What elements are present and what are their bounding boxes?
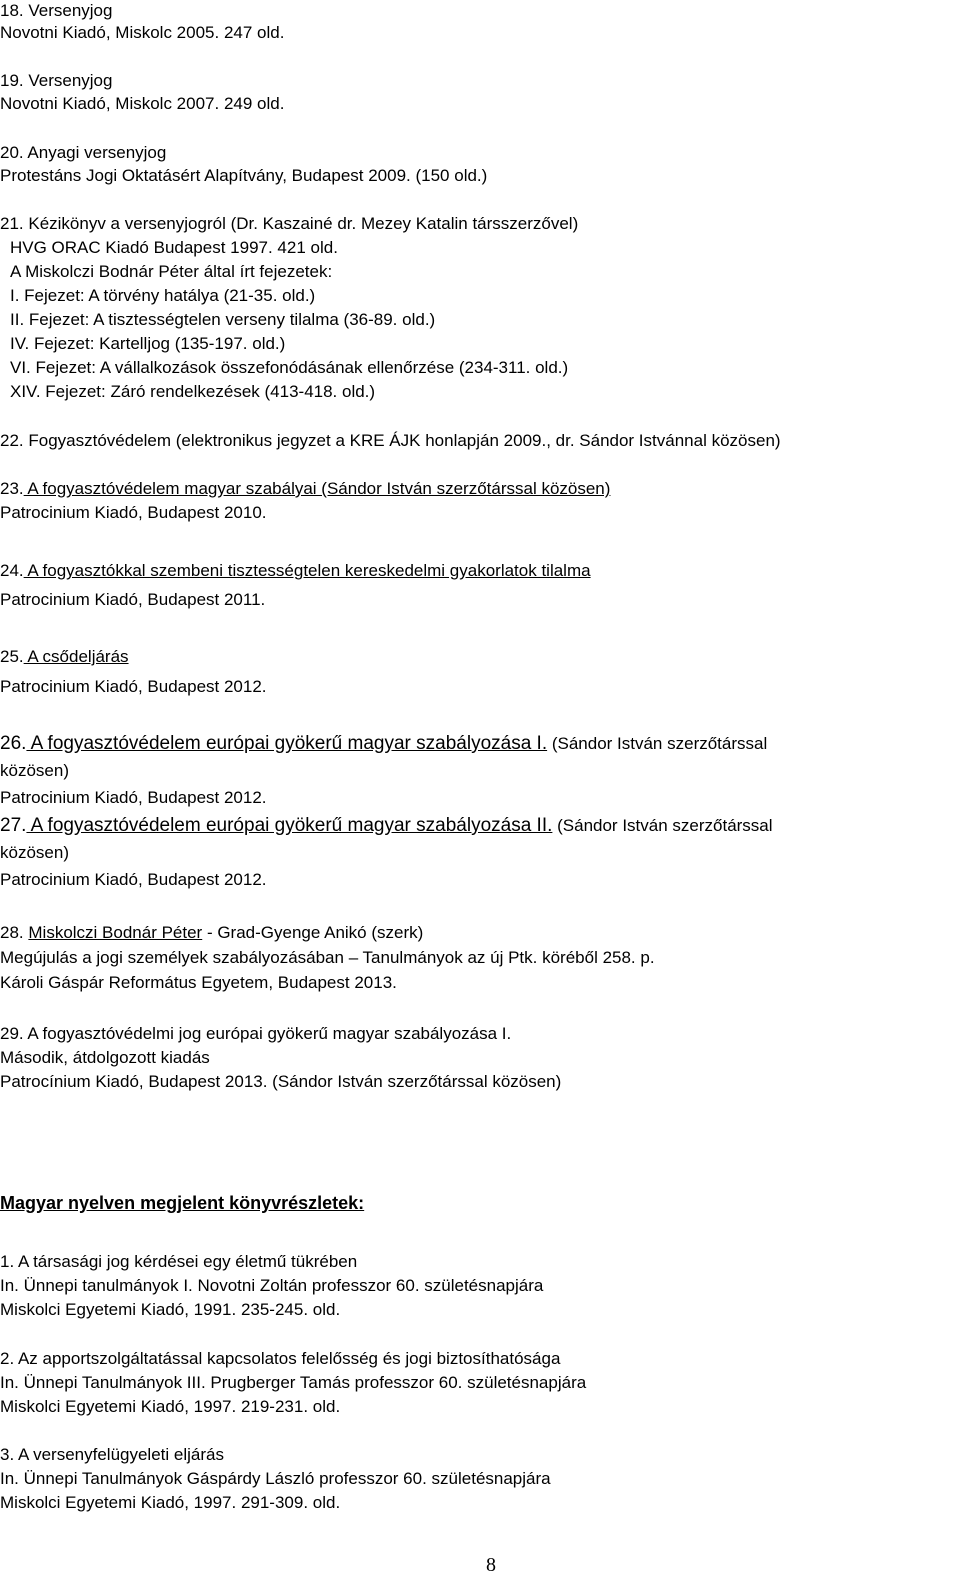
item-18-title: 18. Versenyjog: [0, 1, 113, 20]
item-21-subline: VI. Fejezet: A vállalkozások összefonódásának ellenőrzése (234-311. old.): [10, 358, 569, 377]
item-18-publisher: Novotni Kiadó, Miskolc 2005. 247 old.: [0, 23, 285, 42]
item-21-subline: I. Fejezet: A törvény hatálya (21-35. old.): [10, 286, 316, 305]
item-24-title-text: A fogyasztókkal szembeni tisztességtelen kereskedelmi gyakorlatok tilalma: [23, 561, 591, 580]
item-27-coauthor: (Sándor István szerzőtárssal: [552, 816, 773, 835]
item-28-subtitle: Megújulás a jogi személyek szabályozásában – Tanulmányok az új Ptk. köréből 258. p.: [0, 948, 655, 967]
item-27-continuation: közösen): [0, 843, 69, 862]
item-27-number: 27.: [0, 815, 27, 836]
item-23-publisher: Patrocinium Kiadó, Budapest 2010.: [0, 503, 267, 522]
chapter-2-title: 2. Az apportszolgáltatással kapcsolatos felelősség és jogi biztosíthatósága: [0, 1349, 561, 1368]
chapter-3-title: 3. A versenyfelügyeleti eljárás: [0, 1445, 224, 1464]
item-26-title: [0, 733, 767, 755]
item-25-number: 25.: [0, 647, 24, 666]
chapter-1-source: In. Ünnepi tanulmányok I. Novotni Zoltán professzor 60. születésnapjára: [0, 1276, 544, 1295]
item-28-number: 28.: [0, 923, 24, 942]
item-26-continuation: közösen): [0, 761, 69, 780]
chapter-1-publisher: Miskolci Egyetemi Kiadó, 1991. 235-245. old.: [0, 1300, 341, 1319]
chapter-3-source: In. Ünnepi Tanulmányok Gáspárdy László professzor 60. születésnapjára: [0, 1469, 551, 1488]
page-number: 8: [486, 1554, 496, 1576]
item-22-title: 22. Fogyasztóvédelem (elektronikus jegyzet a KRE ÁJK honlapján 2009., dr. Sándor Istvánnal közösen): [0, 431, 781, 450]
chapter-2-publisher: Miskolci Egyetemi Kiadó, 1997. 219-231. old.: [0, 1397, 341, 1416]
item-20-publisher: Protestáns Jogi Oktatásért Alapítvány, Budapest 2009. (150 old.): [0, 166, 488, 185]
item-19-publisher: Novotni Kiadó, Miskolc 2007. 249 old.: [0, 94, 285, 113]
item-21-title: 21. Kézikönyv a versenyjogról (Dr. Kaszainé dr. Mezey Katalin társszerzővel): [0, 214, 579, 233]
item-23-title: [0, 478, 610, 500]
item-21-subline: A Miskolczi Bodnár Péter által írt fejezetek:: [10, 262, 333, 281]
item-28-publisher: Károli Gáspár Református Egyetem, Budapest 2013.: [0, 973, 397, 992]
item-25-title: [0, 646, 129, 668]
item-27-title-text: A fogyasztóvédelem európai gyökerű magyar szabályozása II.: [26, 815, 553, 836]
item-21-subline: XIV. Fejezet: Záró rendelkezések (413-418. old.): [10, 382, 376, 401]
chapter-1-title: 1. A társasági jog kérdései egy életmű tükrében: [0, 1252, 358, 1271]
item-23-number: 23.: [0, 479, 24, 498]
item-24-publisher: Patrocinium Kiadó, Budapest 2011.: [0, 590, 266, 609]
item-21-subline: II. Fejezet: A tisztességtelen verseny tilalma (36-89. old.): [10, 310, 436, 329]
item-28-title: [0, 922, 423, 944]
item-28-author: Miskolczi Bodnár Péter: [28, 923, 203, 942]
item-24-number: 24.: [0, 561, 24, 580]
item-21-subline: IV. Fejezet: Kartelljog (135-197. old.): [10, 334, 286, 353]
item-27-title: [0, 815, 773, 837]
chapter-2-source: In. Ünnepi Tanulmányok III. Prugberger Tamás professzor 60. születésnapjára: [0, 1373, 587, 1392]
chapter-3-publisher: Miskolci Egyetemi Kiadó, 1997. 291-309. old.: [0, 1493, 341, 1512]
section-heading: Magyar nyelven megjelent könyvrészletek:: [0, 1193, 365, 1213]
item-26-publisher: Patrocinium Kiadó, Budapest 2012.: [0, 788, 267, 807]
item-20-title: 20. Anyagi versenyjog: [0, 143, 167, 162]
item-23-title-text: A fogyasztóvédelem magyar szabályai (Sándor István szerzőtárssal közösen): [23, 479, 611, 498]
item-21-subline: HVG ORAC Kiadó Budapest 1997. 421 old.: [10, 238, 338, 257]
item-29-publisher: Patrocínium Kiadó, Budapest 2013. (Sándor István szerzőtárssal közösen): [0, 1072, 562, 1091]
item-25-title-text: A csődeljárás: [23, 647, 129, 666]
item-29-title: 29. A fogyasztóvédelmi jog európai gyökerű magyar szabályozása I.: [0, 1024, 512, 1043]
item-27-publisher: Patrocinium Kiadó, Budapest 2012.: [0, 870, 267, 889]
item-25-publisher: Patrocinium Kiadó, Budapest 2012.: [0, 677, 267, 696]
item-26-title-text: A fogyasztóvédelem európai gyökerű magyar szabályozása I.: [26, 733, 548, 754]
item-26-coauthor: (Sándor István szerzőtárssal: [547, 734, 768, 753]
item-29-edition: Második, átdolgozott kiadás: [0, 1048, 210, 1067]
item-28-editors: - Grad-Gyenge Anikó (szerk): [202, 923, 424, 942]
item-26-number: 26.: [0, 733, 27, 754]
item-19-title: 19. Versenyjog: [0, 71, 113, 90]
item-24-title: [0, 560, 591, 582]
